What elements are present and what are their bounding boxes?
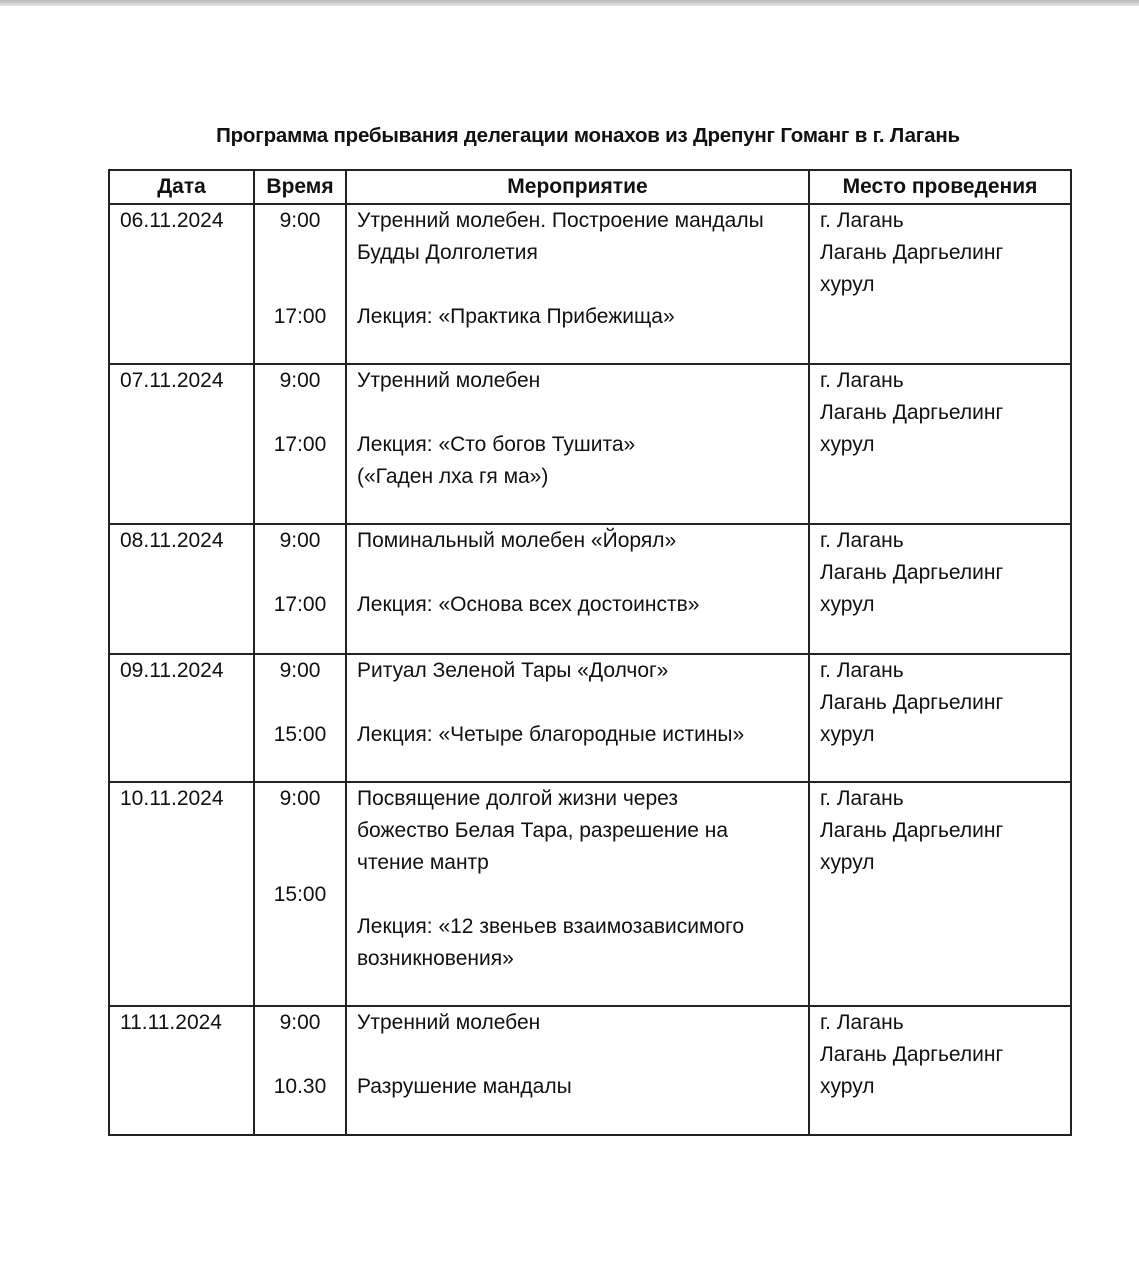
event-line: Утренний молебен. Построение мандалы xyxy=(357,209,764,232)
event-line: возникновения» xyxy=(357,947,514,970)
top-edge xyxy=(0,0,1139,6)
date-cell: 06.11.2024 xyxy=(109,204,254,364)
time-cell xyxy=(254,524,346,654)
event-line: Лекция: «Практика Прибежища» xyxy=(357,305,675,328)
time-morning: 9:00 xyxy=(279,209,321,232)
table-row xyxy=(109,654,1071,782)
time-evening: 17:00 xyxy=(273,305,327,328)
time-cell xyxy=(254,204,346,364)
event-line: чтение мантр xyxy=(357,851,489,874)
place-line: г. Лагань xyxy=(820,659,904,682)
place-cell xyxy=(809,1006,1071,1135)
place-line: г. Лагань xyxy=(820,1011,904,1034)
header-row xyxy=(109,170,1071,204)
place-cell xyxy=(809,364,1071,524)
time-cell xyxy=(254,1006,346,1135)
header-place: Место проведения xyxy=(809,170,1071,204)
event-cell xyxy=(346,524,809,654)
place-line: Лагань Даргьелинг xyxy=(820,691,1004,714)
place-line: Лагань Даргьелинг xyxy=(820,1043,1004,1066)
time-morning: 9:00 xyxy=(279,529,321,552)
time-cell xyxy=(254,782,346,1006)
time-evening: 17:00 xyxy=(273,593,327,616)
header-event: Мероприятие xyxy=(346,170,809,204)
place-line: Лагань Даргьелинг xyxy=(820,819,1004,842)
date-cell: 08.11.2024 xyxy=(109,524,254,654)
place-line: Лагань Даргьелинг xyxy=(820,401,1004,424)
event-cell xyxy=(346,204,809,364)
time-morning: 9:00 xyxy=(279,369,321,392)
table-row xyxy=(109,782,1071,1006)
date-cell: 09.11.2024 xyxy=(109,654,254,782)
place-cell xyxy=(809,204,1071,364)
date-cell: 07.11.2024 xyxy=(109,364,254,524)
place-line: хурул xyxy=(820,433,875,456)
place-line: хурул xyxy=(820,723,875,746)
place-cell xyxy=(809,782,1071,1006)
table-row xyxy=(109,1006,1071,1135)
event-cell xyxy=(346,654,809,782)
header-time: Время xyxy=(254,170,346,204)
event-cell xyxy=(346,364,809,524)
event-line: Утренний молебен xyxy=(357,369,541,392)
event-line: («Гаден лха гя ма») xyxy=(357,465,549,488)
table-row xyxy=(109,204,1071,364)
place-line: хурул xyxy=(820,593,875,616)
event-line: Посвящение долгой жизни через xyxy=(357,787,679,810)
event-line: Лекция: «Сто богов Тушита» xyxy=(357,433,636,456)
event-line: Будды Долголетия xyxy=(357,241,538,264)
place-line: г. Лагань xyxy=(820,209,904,232)
place-line: хурул xyxy=(820,851,875,874)
event-line: Утренний молебен xyxy=(357,1011,541,1034)
event-line: Ритуал Зеленой Тары «Долчог» xyxy=(357,659,669,682)
time-cell xyxy=(254,364,346,524)
place-cell xyxy=(809,654,1071,782)
time-evening: 15:00 xyxy=(273,723,327,746)
place-line: г. Лагань xyxy=(820,529,904,552)
table-row xyxy=(109,364,1071,524)
place-line: хурул xyxy=(820,273,875,296)
schedule-table xyxy=(108,169,1072,1136)
time-cell xyxy=(254,654,346,782)
event-line: божество Белая Тара, разрешение на xyxy=(357,819,728,842)
time-evening: 17:00 xyxy=(273,433,327,456)
place-cell xyxy=(809,524,1071,654)
event-cell xyxy=(346,782,809,1006)
place-line: Лагань Даргьелинг xyxy=(820,241,1004,264)
date-cell: 11.11.2024 xyxy=(109,1006,254,1135)
event-line: Разрушение мандалы xyxy=(357,1075,572,1098)
event-cell xyxy=(346,1006,809,1135)
place-line: хурул xyxy=(820,1075,875,1098)
event-line: Лекция: «Основа всех достоинств» xyxy=(357,593,700,616)
time-morning: 9:00 xyxy=(279,787,321,810)
time-morning: 9:00 xyxy=(279,659,321,682)
date-cell: 10.11.2024 xyxy=(109,782,254,1006)
document-title: Программа пребывания делегации монахов из Дрепунг Гоманг в г. Лагань xyxy=(216,124,960,147)
time-evening: 15:00 xyxy=(273,883,327,906)
place-line: Лагань Даргьелинг xyxy=(820,561,1004,584)
time-morning: 9:00 xyxy=(279,1011,321,1034)
table-row xyxy=(109,524,1071,654)
place-line: г. Лагань xyxy=(820,369,904,392)
event-line: Лекция: «Четыре благородные истины» xyxy=(357,723,745,746)
event-line: Поминальный молебен «Йорял» xyxy=(357,529,677,552)
time-late-morning: 10.30 xyxy=(273,1075,327,1098)
place-line: г. Лагань xyxy=(820,787,904,810)
event-line: Лекция: «12 звеньев взаимозависимого xyxy=(357,915,745,938)
header-date: Дата xyxy=(109,170,254,204)
